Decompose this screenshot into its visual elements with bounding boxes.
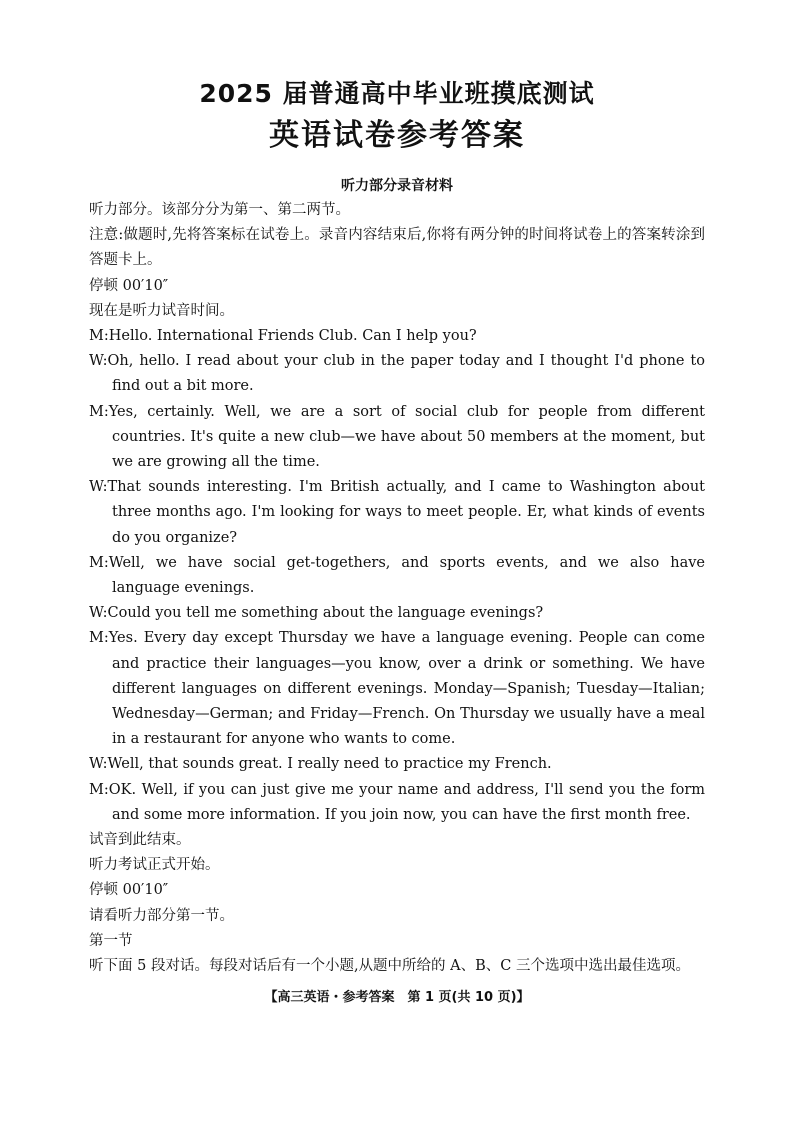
exam-start-note: 听力考试正式开始。: [89, 857, 220, 874]
document-subtitle: 英语试卷参考答案: [269, 118, 525, 153]
document-title: 2025 届普通高中毕业班摸底测试: [199, 79, 595, 108]
section-label: 第一节: [89, 932, 133, 949]
speaker-label: M:: [89, 328, 109, 345]
speaker-label: W:: [89, 605, 108, 622]
dialogue-text: Hello. International Friends Club. Can I help you?: [108, 328, 477, 345]
pause-note: 停顿 00′10″: [89, 277, 169, 294]
speaker-label: W:: [89, 756, 108, 773]
dialogue-line: [89, 778, 705, 828]
speaker-label: W:: [89, 353, 108, 370]
dialogue-text: Yes. Every day except Thursday we have a language evening. People can come and practice their languages—you know, over a drink or something. We have different languages on different evenings. Monday—Spanish; Tuesday—Italian; Wednesday—German; and Friday—French. On Thursday we usually have a meal in a restaurant for anyone who wants to come.: [108, 630, 705, 748]
sound-test-note: 现在是听力试音时间。: [89, 302, 234, 319]
page-footer: 【高三英语・参考答案 第 1 页(共 10 页)】: [264, 990, 530, 1005]
intro-paragraph: 听力部分。该部分分为第一、第二两节。: [89, 202, 350, 218]
speaker-label: M:: [89, 781, 109, 798]
sound-test-end-note: 试音到此结束。: [89, 832, 191, 849]
section-heading: 听力部分录音材料: [341, 178, 453, 194]
speaker-label: M:: [89, 554, 109, 571]
dialogue-text: Oh, hello. I read about your club in the paper today and I thought I'd phone to find out a bit more.: [107, 353, 705, 395]
speaker-label: M:: [89, 630, 109, 647]
instruction-paragraph: 注意:做题时,先将答案标在试卷上。录音内容结束后,你将有两分钟的时间将试卷上的答案转涂到答题卡上。: [89, 227, 705, 269]
dialogue-text: That sounds interesting. I'm British actually, and I came to Washington about three months ago. I'm looking for ways to meet people. Er, what kinds of events do you organize?: [107, 479, 705, 546]
speaker-label: W:: [89, 479, 108, 496]
dialogue-line: [89, 601, 705, 626]
dialogue-text: Well, that sounds great. I really need to practice my French.: [107, 756, 552, 773]
dialogue-text: Well, we have social get-togethers, and sports events, and we also have language evenings.: [108, 554, 705, 597]
pause-note: 停顿 00′10″: [89, 882, 169, 899]
dialogue-text: OK. Well, if you can just give me your name and address, I'll send you the form and some more information. If you join now, you can have the first month free.: [108, 781, 705, 823]
dialogue-line: [89, 324, 705, 349]
dialogue-line: [89, 475, 705, 551]
speaker-label: M:: [89, 403, 109, 420]
dialogue-text: Could you tell me something about the language evenings?: [107, 605, 544, 622]
dialogue-line: [89, 400, 705, 476]
dialogue-line: [89, 752, 705, 777]
dialogue-line: [89, 349, 705, 399]
dialogue-line: [89, 626, 705, 752]
section-directions: 听下面 5 段对话。每段对话后有一个小题,从题中所给的 A、B、C 三个选项中选出最佳选项。: [89, 958, 690, 975]
dialogue-text: Yes, certainly. Well, we are a sort of social club for people from different countries. It's quite a new club—we have about 50 members at the moment, but we are growing all the time.: [108, 403, 705, 471]
document-body: [89, 198, 705, 979]
dialogue-line: [89, 551, 705, 601]
section-instruction: 请看听力部分第一节。: [89, 907, 234, 924]
